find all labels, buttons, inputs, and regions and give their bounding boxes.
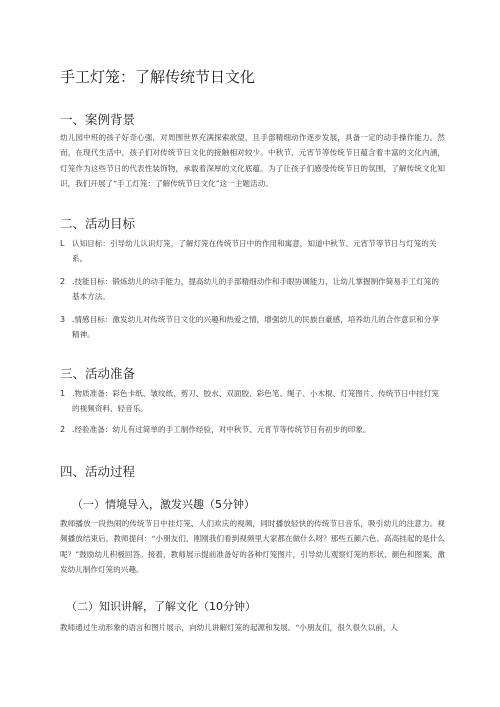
list-item <box>60 236 445 267</box>
list-item-text: .物质准备：彩色卡纸、皱纹纸、剪刀、胶水、双面胶、彩色笔、绳子、小木棍、灯笼图片、传统节日中挂灯笼的视频资料、轻音乐。 <box>72 389 439 414</box>
subsection-heading: （一）情境导入，激发兴趣（5分钟） <box>72 498 255 511</box>
list-item <box>60 312 445 343</box>
list-item <box>60 422 445 437</box>
list-item <box>60 274 445 305</box>
section-heading-background: 一、案例背景 <box>60 112 136 127</box>
section-heading-process: 四、活动过程 <box>60 464 136 479</box>
section-body-background: 幼儿园中班的孩子好奇心强，对周围世界充满探索欲望，且手部精细动作逐步发展，具备一定的动手操作能力。然而，在现代生活中，孩子们对传统节日文化的接触相对较少。中秋节、元宵节等传统节日蕴含着丰富的文化内涵，灯笼作为这些节日的代表性装饰物，承载着深厚的文化底蕴。为了让孩子们感受传统节日的氛围，了解传统文化知识，我们开展了“手工灯笼：了解传统节日文化”这一主题活动。 <box>60 133 445 188</box>
subsection-body: 教师播放一段热闹的传统节日中挂灯笼、人们欢庆的视频，同时播放轻快的传统节日音乐，吸引幼儿的注意力。视频播放结束后，教师提问：“小朋友们，刚刚我们看到视频里大家都在做什么呀？那些五颜六色、高高挂起的是什么呢？”鼓励幼儿积极回答。接着，教师展示提前准备好的各种灯笼图片，引导幼儿观察灯笼的形状、颜色和图案，激发幼儿制作灯笼的兴趣。 <box>60 519 445 574</box>
list-item-number: 1 <box>60 389 66 398</box>
list-item-text: .技能目标：锻炼幼儿的动手能力，提高幼儿的手部精细动作和手眼协调能力，让幼儿掌握制作简易手工灯笼的基本方法。 <box>72 277 439 302</box>
list-item-text: .经验准备：幼儿有过简单的手工制作经验，对中秋节、元宵节等传统节日有初步的印象。 <box>72 425 371 434</box>
section-heading-preparation: 三、活动准备 <box>60 366 136 381</box>
subsection-heading: （二）知识讲解，了解文化（10分钟） <box>66 600 256 613</box>
document-title: 手工灯笼：了解传统节日文化 <box>60 68 256 86</box>
list-item-number: 2 <box>60 277 66 286</box>
section-heading-goals: 二、活动目标 <box>60 216 136 231</box>
list-item-text: .情感目标：激发幼儿对传统节日文化的兴趣和热爱之情，增强幼儿的民族自豪感，培养幼儿的合作意识和分享精神。 <box>72 315 439 340</box>
list-item <box>60 386 445 417</box>
list-item-number: L <box>60 239 65 248</box>
list-item-number: 2 <box>60 425 66 434</box>
list-item-number: 3 <box>60 315 66 324</box>
list-item-text: 认知目标：引导幼儿认识灯笼，了解灯笼在传统节日中的作用和寓意，知道中秋节、元宵节等节日与灯笼的关系。 <box>72 239 437 264</box>
subsection-body: 教师通过生动形象的语言和图片展示，向幼儿讲解灯笼的起源和发展。“小朋友们，很久很久以前，人 <box>60 623 399 632</box>
